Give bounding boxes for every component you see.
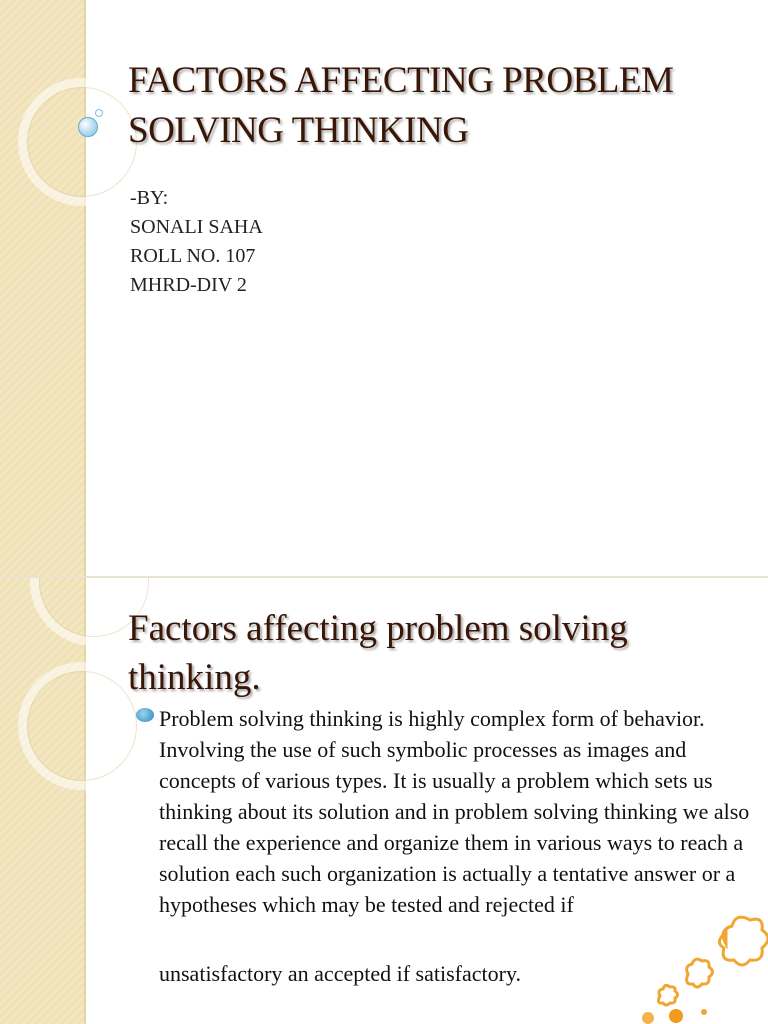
byline-label: -BY: [130, 187, 169, 209]
slide-title: FACTORS AFFECTING PROBLEM SOLVING THINKING [128, 60, 674, 151]
body-paragraph: Problem solving thinking is highly complex form of behavior. Involving the use of such symbolic processes as images and concepts of various types. It is usually a problem which sets us thinking about its solution and in problem solving thinking we also recall the experience and organize them in various ways to reach a solution each such organization is actually a tentative answer or a hypotheses which may be tested and rejected if [159, 706, 750, 917]
author-info [130, 184, 263, 300]
decorative-ring [18, 662, 146, 790]
roll-number: ROLL NO. 107 [130, 245, 256, 267]
slide-heading: Factors affecting problem solving thinking. [128, 608, 628, 698]
decorative-bubble-icon [78, 117, 98, 137]
decorative-side-band [0, 578, 84, 1024]
content-slide [0, 578, 768, 1024]
bullet-icon [136, 708, 154, 722]
author-name: SONALI SAHA [130, 216, 263, 238]
body-paragraph-end: unsatisfactory an accepted if satisfactory. [159, 961, 522, 986]
division: MHRD-DIV 2 [130, 274, 247, 296]
decorative-flowers-icon [608, 874, 768, 1024]
decorative-dot-icon [95, 109, 103, 117]
decorative-ring [18, 78, 146, 206]
